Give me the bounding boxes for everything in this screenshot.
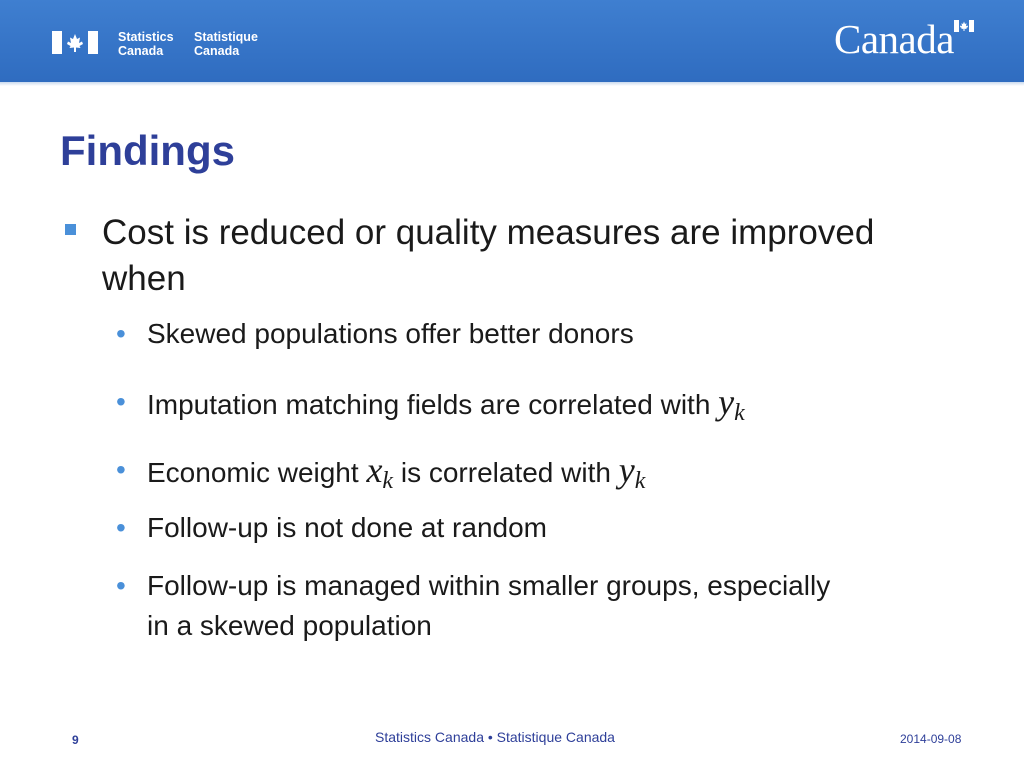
round-bullet-icon: • [116,318,126,349]
var-x-k [366,450,394,494]
subscript-k: k [734,400,745,426]
round-bullet-icon: • [116,570,126,601]
page-number: 9 [72,733,79,747]
sub-bullet-2-phrase: Imputation matching fields are correlated with [147,389,719,420]
footer-date: 2014-09-08 [900,732,962,746]
sub-bullet-3-text [147,450,996,493]
var-x: x [366,450,383,490]
agency-name-en [118,30,174,58]
agency-name-en-line2: Canada [118,44,164,58]
subscript-k: k [382,468,394,494]
var-y: y [718,382,735,422]
canada-flag-icon [52,31,98,54]
main-bullet [65,210,965,302]
sub-bullet-5-text: Follow-up is managed within smaller groups, especially in a skewed population [147,570,831,641]
var-y: y [618,450,635,490]
sub-bullet-1-text: Skewed populations offer better donors [147,318,634,349]
sub-bullet-1 [116,314,996,354]
agency-name-en-line1: Statistics [118,30,174,44]
sub-bullet-5 [116,566,836,646]
round-bullet-icon: • [116,512,126,543]
sub-bullet-3-phrase-mid: is correlated with [393,457,619,488]
header-divider [0,82,1024,86]
sub-bullet-3 [116,450,996,493]
slide-title: Findings [60,127,235,174]
sub-bullet-4-text: Follow-up is not done at random [147,512,547,543]
agency-name-fr-line2: Canada [194,44,240,58]
agency-name-fr [194,30,258,58]
wordmark-flag-icon [954,20,974,32]
var-y-k [618,450,646,494]
subscript-k: k [634,468,646,494]
round-bullet-icon: • [116,386,126,417]
sub-bullet-4 [116,508,996,548]
canada-wordmark-text: Canada [834,16,954,62]
sub-bullet-2-text [147,382,996,425]
header-banner [0,0,1024,82]
footer-agency: Statistics Canada • Statistique Canada [375,729,615,745]
sub-bullet-2 [116,382,996,425]
main-bullet-text: Cost is reduced or quality measures are improved when [102,213,875,298]
square-bullet-icon [65,224,76,235]
sub-bullet-3-phrase-start: Economic weight [147,457,367,488]
agency-name-fr-line1: Statistique [194,30,258,44]
var-y-k [718,382,745,426]
round-bullet-icon: • [116,454,126,485]
canada-wordmark [834,18,978,60]
